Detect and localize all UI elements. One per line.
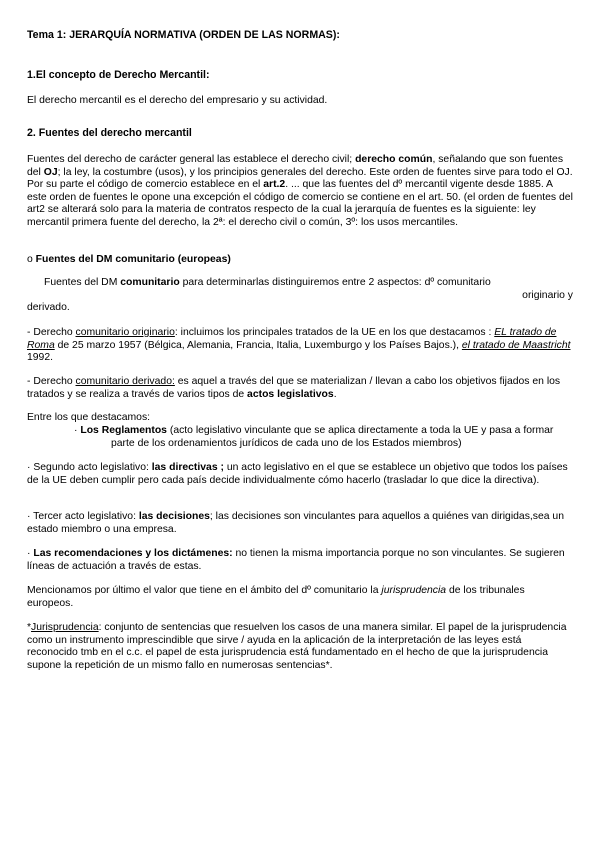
dm-intro-end: derivado. (27, 302, 70, 313)
text-span: · (27, 548, 34, 559)
jurisprudencia-paragraph (27, 585, 573, 610)
dm-heading (27, 254, 573, 267)
text-span: : conjunto de sentencias que resuelven los casos de una manera similar. El papel de la jurisprudencia como un instrumento imprescindible que sirve / ayuda en la aplicación de la interpretación de las leyes está reconocido tmb en el c.c. el papel de esta jurisprudencia está fundamentado en el hecho de que la jurisprudencia supone la repetición de un mismo fallo en numerosas sentencias*. (27, 622, 567, 671)
text-span: (acto legislativo vinculante que se aplica directamente a toda la UE y pasa a formar parte de los ordenamientos jurídicos de cada uno de los Estados miembros) (111, 425, 554, 449)
text-span: . ... que las fuentes del dº mercantil vigente desde 1885. A este orden de fuentes le opone una excepción el código de comercio se contiene en el art. 50. (el orden de fuentes del art2 se alterará solo para la materia de contratos respecto de la cual la jerarquía de fuentes es la siguiente: ley mercantil primera fuente del derecho, la 2ª: el derecho civil o común, 3º: los usos mercantiles. (27, 179, 573, 228)
text-span: * (27, 622, 32, 633)
dm-heading-text: Fuentes del DM comunitario (europeas) (35, 254, 231, 265)
dm-intro-cont: originario y (522, 290, 573, 301)
treaty-name: el tratado de (461, 339, 523, 351)
text-span: - Derecho (27, 327, 76, 338)
section-2-heading: 2. Fuentes del derecho mercantil (27, 127, 192, 139)
section-1-heading: 1.El concepto de Derecho Mercantil: (27, 69, 210, 81)
text-span: , señalando que son fuentes del (27, 154, 564, 178)
bold-term: art.2 (263, 179, 286, 191)
jurisprudencia-note (27, 622, 573, 672)
text-span: · Tercer acto legislativo: (27, 511, 139, 522)
text-span: un acto legislativo en el que se establece un objetivo que todos los países de la UE deben cumplir pero cada país decide individualmente cómo hacerlo (trasladar lo que dice la directiva). (27, 462, 568, 486)
bold-term: las decisiones (138, 511, 210, 522)
bullet-o: o (27, 254, 33, 265)
originario-paragraph (27, 327, 573, 365)
reglamentos-item (27, 425, 573, 450)
bold-term: actos legislativos (247, 388, 334, 400)
text-span: : incluimos los principales tratados de la UE en los que destacamos : (174, 327, 495, 338)
text-span: ; la ley, la costumbre (usos), y los principios generales del derecho. Este orden de fuentes sirve para todo el OJ. Por su parte el código de comercio establece en el (27, 166, 573, 191)
text-span: · Segundo acto legislativo: (27, 462, 152, 473)
text-span: es aquel a través del que se materializan / llevan a cabo los objetivos fijados en los tratados y se realiza a través de varios tipos de (27, 376, 561, 400)
page-title: Tema 1: JERARQUÍA NORMATIVA (ORDEN DE LAS NORMAS): (27, 29, 340, 41)
text-span: 1992. (27, 352, 54, 364)
italic-term: jurisprudencia (381, 585, 447, 596)
bold-term: las directivas ; (151, 462, 224, 473)
decisiones-item (27, 511, 573, 536)
text-span: de 25 marzo 1957 (Bélgica, Alemania, Francia, Italia, Luxemburgo y los Países Bajos.), (54, 339, 462, 351)
bold-term: OJ (43, 166, 58, 178)
treaty-name: Roma (27, 339, 55, 351)
derivado-paragraph (27, 376, 573, 401)
dm-intro (27, 277, 573, 290)
text-span: . (333, 388, 337, 400)
treaty-name: Maastricht (522, 339, 571, 351)
text-span: - Derecho (27, 376, 76, 387)
bold-term: comunitario (120, 277, 180, 288)
bold-term: Las recomendaciones y los dictámenes: (33, 548, 233, 559)
bold-term: derecho común (355, 154, 433, 165)
section-2-paragraph (27, 154, 573, 230)
bold-term: Los Reglamentos (80, 425, 167, 436)
directivas-item (27, 462, 573, 487)
underlined-term: comunitario originario (75, 327, 175, 338)
section-1-text: El derecho mercantil es el derecho del empresario y su actividad. (27, 95, 328, 106)
text-span: no tienen la misma importancia porque no son vinculantes. Se sugieren líneas de actuación a través de estas. (27, 548, 565, 572)
text-span: ; las decisiones son vinculantes para aquellos a quiénes van dirigidas,sea un estado miembro o una empresa. (27, 511, 564, 535)
underlined-term: Jurisprudencia (31, 622, 99, 633)
text-span: Fuentes del DM (44, 277, 121, 288)
treaty-name: EL tratado de (494, 327, 557, 338)
recomendaciones-item (27, 548, 573, 573)
text-span: · (74, 425, 81, 436)
text-span: Fuentes del derecho de carácter general las establece el derecho civil; (27, 154, 356, 165)
entre-text: Entre los que destacamos: (27, 412, 151, 423)
underlined-term: comunitario derivado: (75, 376, 175, 387)
text-span: para determinarlas distinguiremos entre 2 aspectos: dº comunitario (179, 277, 491, 288)
text-span: Mencionamos por último el valor que tiene en el ámbito del dº comunitario la (27, 585, 382, 596)
text-span: de los tribunales europeos. (27, 585, 525, 609)
